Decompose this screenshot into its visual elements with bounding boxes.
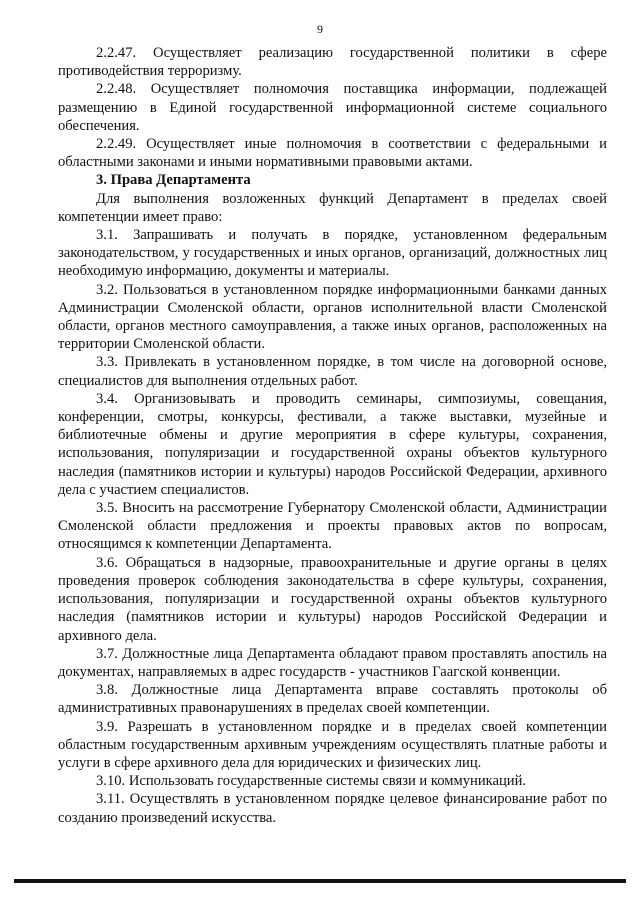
scan-bottom-edge: [14, 879, 626, 883]
paragraph-3-7: 3.7. Должностные лица Департамента обладают правом проставлять апостиль на документах, направляемых в адрес государств - участников Гаагской конвенции.: [58, 645, 607, 680]
paragraph-3-8: 3.8. Должностные лица Департамента вправе составлять протоколы об административных правонарушениях в пределах своей компетенции.: [58, 682, 607, 717]
paragraph-2-2-47: 2.2.47. Осуществляет реализацию государственной политики в сфере противодействия терроризму.: [58, 45, 607, 80]
paragraph-3-3: 3.3. Привлекать в установленном порядке, в том числе на договорной основе, специалистов для выполнения отдельных работ.: [58, 354, 607, 389]
paragraph-2-2-49: 2.2.49. Осуществляет иные полномочия в соответствии с федеральными и областными законами и иными нормативными правовыми актами.: [58, 136, 607, 171]
section-intro: Для выполнения возложенных функций Департамент в пределах своей компетенции имеет право:: [58, 190, 607, 225]
section-heading: 3. Права Департамента: [96, 172, 251, 189]
paragraph-3-11: 3.11. Осуществлять в установленном порядке целевое финансирование работ по созданию произведений искусства.: [58, 791, 607, 826]
paragraph-3-2: 3.2. Пользоваться в установленном порядке информационными банками данных Администрации Смоленской области, органов исполнительной власти Смоленской области, органов местного самоуправления, а также иных органов, расположенных на территории Смоленской области.: [58, 281, 607, 353]
paragraph-3-9: 3.9. Разрешать в установленном порядке и в пределах своей компетенции областным государственным архивным учреждениям осуществлять платные работы и услуги в сфере архивного дела для юридических и физических лиц.: [58, 718, 607, 771]
page-number: 9: [317, 22, 323, 36]
document-body: [58, 44, 607, 827]
paragraph-2-2-48: 2.2.48. Осуществляет полномочия поставщика информации, подлежащей размещению в Единой государственной информационной системе социального обеспечения.: [58, 81, 607, 134]
paragraph-3-5: 3.5. Вносить на рассмотрение Губернатору Смоленской области, Администрации Смоленской области предложения и проекты правовых актов по вопросам, относящимся к компетенции Департамента.: [58, 500, 607, 553]
paragraph-3-1: 3.1. Запрашивать и получать в порядке, установленном федеральным законодательством, у государственных и иных органов, организаций, должностных лиц необходимую информацию, документы и материалы.: [58, 227, 607, 280]
paragraph-3-4: 3.4. Организовывать и проводить семинары, симпозиумы, совещания, конференции, смотры, конкурсы, фестивали, а также выставки, музейные и библиотечные обмены и другие мероприятия в сфере культуры, сохранения, использования, популяризации и государственной охраны объектов культурного наследия (памятников истории и культуры) народов Российской Федерации, архивного дела с участием специалистов.: [58, 390, 607, 498]
paragraph-3-6: 3.6. Обращаться в надзорные, правоохранительные и другие органы в целях проведения проверок соблюдения законодательства в сфере культуры, сохранения, использования, популяризации и государственной охраны объектов культурного наследия (памятников истории и культуры) народов Российской Федерации и архивного дела.: [58, 554, 607, 644]
paragraph-3-10: 3.10. Использовать государственные системы связи и коммуникаций.: [96, 773, 527, 790]
